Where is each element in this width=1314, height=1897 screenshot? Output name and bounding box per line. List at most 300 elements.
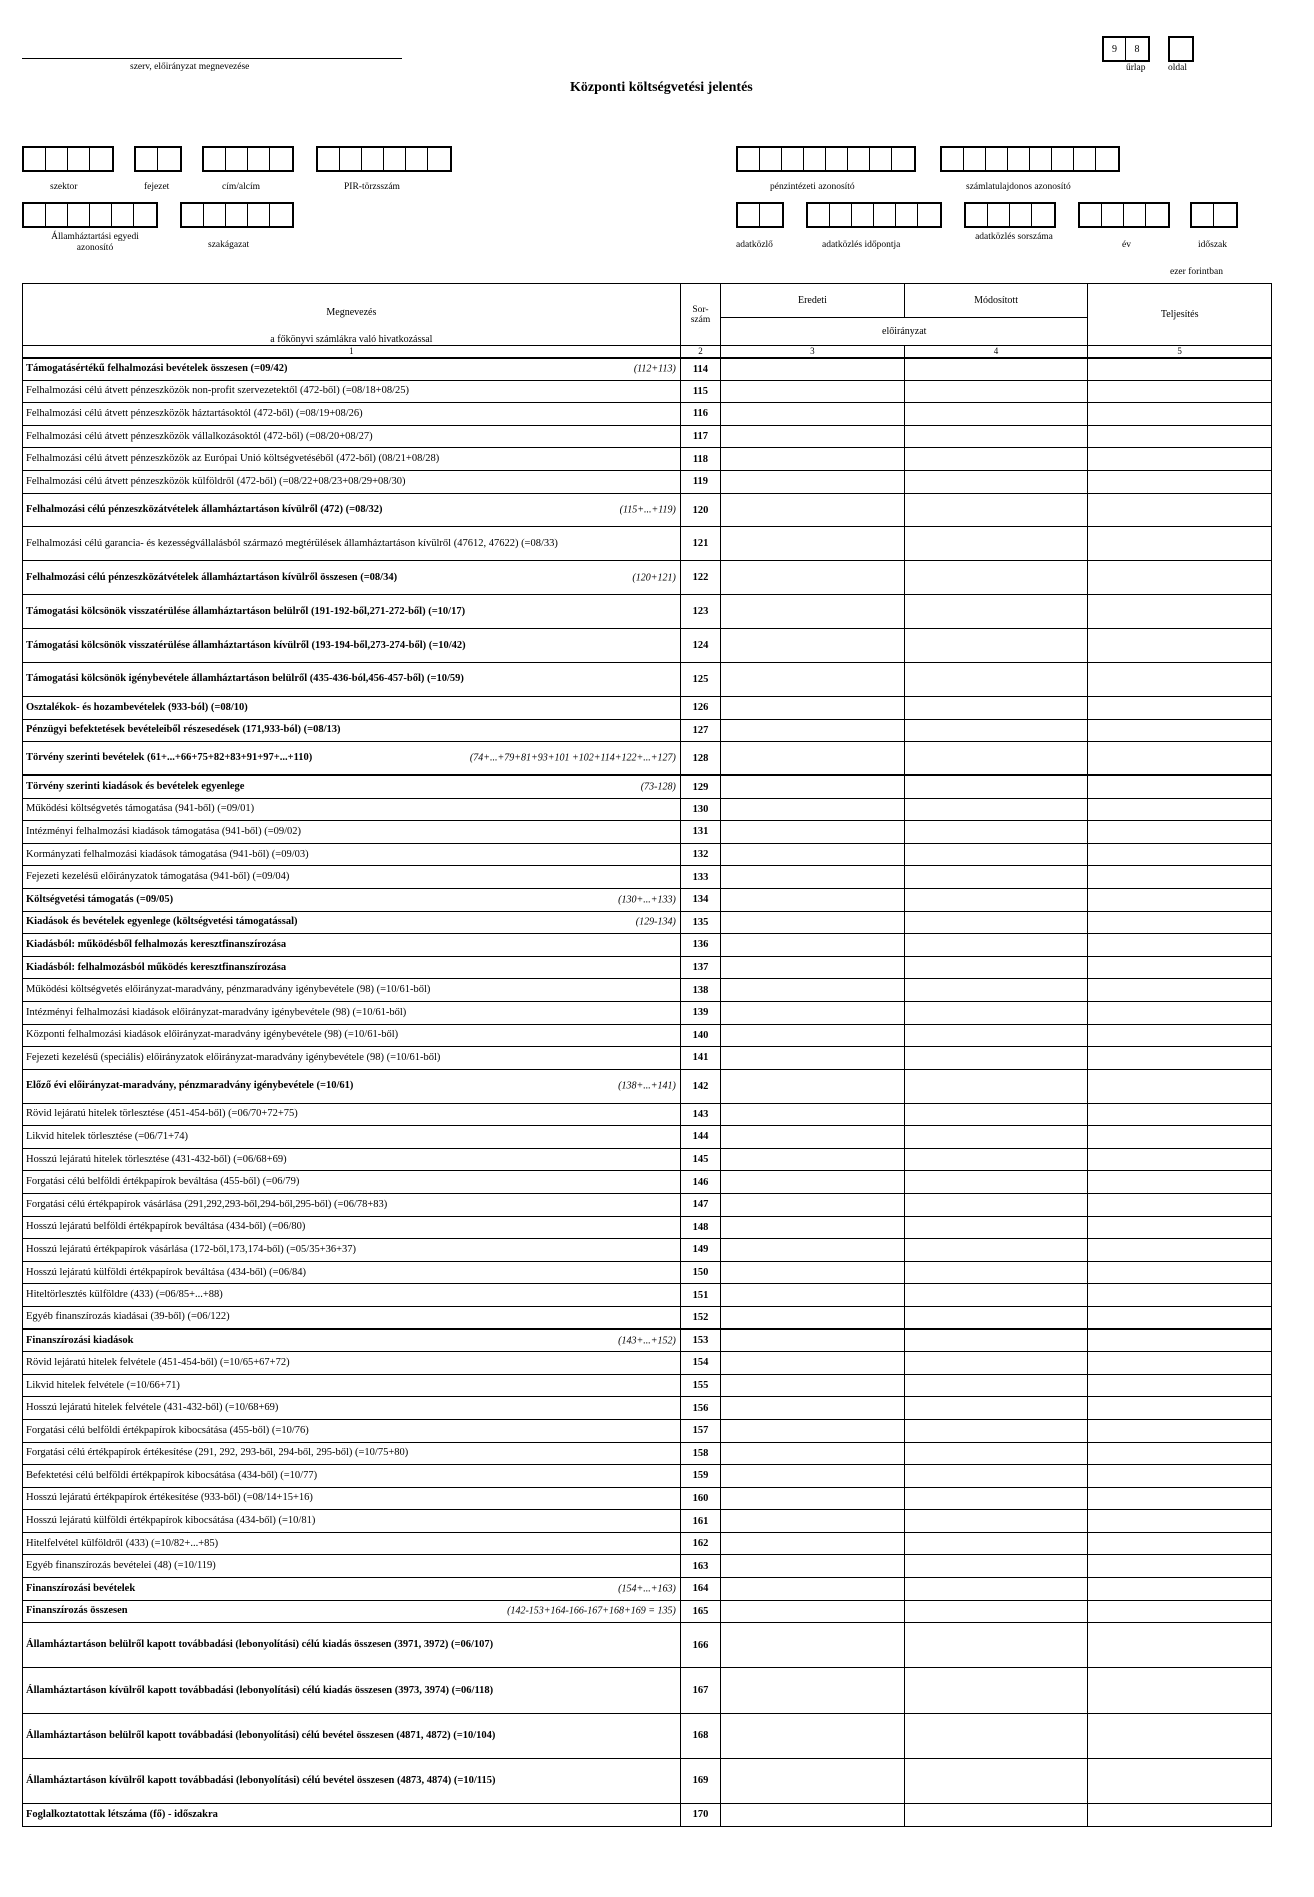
performance-value-cell[interactable]: [1088, 1442, 1272, 1465]
modified-value-cell[interactable]: [904, 663, 1088, 697]
performance-value-cell[interactable]: [1088, 1306, 1272, 1329]
original-value-cell[interactable]: [721, 821, 905, 844]
table-row: [23, 1193, 1272, 1216]
performance-value-cell[interactable]: [1088, 1216, 1272, 1239]
table-row: [23, 1352, 1272, 1375]
row-number: 126: [680, 696, 720, 719]
row-number: 136: [680, 934, 720, 957]
original-value-cell[interactable]: [721, 1465, 905, 1488]
original-value-cell[interactable]: [721, 1578, 905, 1601]
original-value-cell[interactable]: [721, 979, 905, 1002]
row-description: [23, 1713, 681, 1758]
original-value-cell[interactable]: [721, 595, 905, 629]
performance-value-cell[interactable]: [1088, 742, 1272, 776]
row-label: Támogatási kölcsönök igénybevétele államháztartáson belülről (435-436-ból,456-457-ből) (=10/59): [26, 673, 464, 685]
original-value-cell[interactable]: [721, 1069, 905, 1103]
modified-value-cell[interactable]: [904, 1193, 1088, 1216]
header-original: Eredeti: [721, 284, 905, 318]
row-number: 127: [680, 719, 720, 742]
row-label: Hosszú lejáratú külföldi értékpapírok beváltása (434-ből) (=06/84): [26, 1266, 307, 1278]
modified-value-cell[interactable]: [904, 380, 1088, 403]
original-value-cell[interactable]: [721, 1532, 905, 1555]
row-label: Felhalmozási célú átvett pénzeszközök külföldről (472-ből) (=08/22+08/23+08/29+08/30): [26, 475, 406, 487]
modified-value-cell[interactable]: [904, 1069, 1088, 1103]
modified-value-cell[interactable]: [904, 1284, 1088, 1307]
original-value-cell[interactable]: [721, 1148, 905, 1171]
row-label: Felhalmozási célú átvett pénzeszközök háztartásoktól (472-ből) (=08/19+08/26): [26, 407, 363, 419]
modified-value-cell[interactable]: [904, 911, 1088, 934]
modified-value-cell[interactable]: [904, 358, 1088, 381]
original-value-cell[interactable]: [721, 470, 905, 493]
original-value-cell[interactable]: [721, 1103, 905, 1126]
performance-value-cell[interactable]: [1088, 956, 1272, 979]
original-value-cell[interactable]: [721, 1216, 905, 1239]
row-description: [23, 775, 681, 798]
modified-value-cell[interactable]: [904, 470, 1088, 493]
performance-value-cell[interactable]: [1088, 1329, 1272, 1352]
row-number: 116: [680, 403, 720, 426]
row-label: Likvid hitelek felvétele (=10/66+71): [26, 1379, 180, 1391]
row-description: [23, 1374, 681, 1397]
title-label: cím/alcím: [222, 182, 260, 192]
performance-value-cell[interactable]: [1088, 866, 1272, 889]
row-description: [23, 1193, 681, 1216]
original-value-cell[interactable]: [721, 1713, 905, 1758]
table-row: [23, 1442, 1272, 1465]
performance-value-cell[interactable]: [1088, 527, 1272, 561]
account-id-boxes[interactable]: [940, 146, 1120, 172]
row-label: Hosszú lejáratú hitelek felvétele (431-432-ből) (=10/68+69): [26, 1402, 279, 1414]
modified-value-cell[interactable]: [904, 1047, 1088, 1070]
branch-boxes[interactable]: [180, 202, 294, 228]
row-label: Egyéb finanszírozás kiadásai (39-ből) (=06/122): [26, 1311, 230, 1323]
row-description: [23, 403, 681, 426]
row-description: [23, 1306, 681, 1329]
modified-value-cell[interactable]: [904, 775, 1088, 798]
performance-value-cell[interactable]: [1088, 719, 1272, 742]
modified-value-cell[interactable]: [904, 1668, 1088, 1713]
form-number-boxes[interactable]: [1102, 36, 1150, 62]
original-value-cell[interactable]: [721, 1329, 905, 1352]
row-label: Hosszú lejáratú értékpapírok vásárlása (172-ből,173,174-ből) (=05/35+36+37): [26, 1243, 357, 1255]
performance-value-cell[interactable]: [1088, 979, 1272, 1002]
performance-value-cell[interactable]: [1088, 821, 1272, 844]
original-value-cell[interactable]: [721, 1419, 905, 1442]
performance-value-cell[interactable]: [1088, 1804, 1272, 1827]
modified-value-cell[interactable]: [904, 1442, 1088, 1465]
performance-value-cell[interactable]: [1088, 358, 1272, 381]
row-description: [23, 1001, 681, 1024]
performance-value-cell[interactable]: [1088, 1148, 1272, 1171]
original-value-cell[interactable]: [721, 1804, 905, 1827]
row-description: [23, 1487, 681, 1510]
row-label: Osztalékok- és hozambevételek (933-ból) (=08/10): [26, 701, 248, 713]
modified-value-cell[interactable]: [904, 1758, 1088, 1803]
row-label: Kiadások és bevételek egyenlege (költségvetési támogatással): [26, 916, 298, 928]
modified-value-cell[interactable]: [904, 425, 1088, 448]
sector-boxes[interactable]: [22, 146, 114, 172]
modified-value-cell[interactable]: [904, 1103, 1088, 1126]
sector-label: szektor: [50, 182, 78, 192]
original-value-cell[interactable]: [721, 1397, 905, 1420]
row-label: Államháztartáson kívülről kapott továbbadási (lebonyolítási) célú bevétel összesen (4873, 4874) (=10/115): [26, 1774, 496, 1786]
original-value-cell[interactable]: [721, 1171, 905, 1194]
table-row: [23, 1126, 1272, 1149]
performance-value-cell[interactable]: [1088, 1510, 1272, 1533]
performance-value-cell[interactable]: [1088, 470, 1272, 493]
performance-value-cell[interactable]: [1088, 448, 1272, 471]
row-description: [23, 1510, 681, 1533]
original-value-cell[interactable]: [721, 448, 905, 471]
table-row: [23, 527, 1272, 561]
chapter-boxes[interactable]: [134, 146, 182, 172]
original-value-cell[interactable]: [721, 1668, 905, 1713]
row-number: 130: [680, 798, 720, 821]
original-value-cell[interactable]: [721, 1555, 905, 1578]
original-value-cell[interactable]: [721, 1024, 905, 1047]
row-label: Felhalmozási célú pénzeszközátvételek államháztartáson kívülről összesen (=08/34): [26, 571, 398, 583]
performance-value-cell[interactable]: [1088, 843, 1272, 866]
table-row: [23, 1239, 1272, 1262]
row-number: 143: [680, 1103, 720, 1126]
row-number: 135: [680, 911, 720, 934]
table-row: [23, 979, 1272, 1002]
row-number: 156: [680, 1397, 720, 1420]
modified-value-cell[interactable]: [904, 1555, 1088, 1578]
row-number: 148: [680, 1216, 720, 1239]
original-value-cell[interactable]: [721, 527, 905, 561]
org-name-line[interactable]: [22, 58, 402, 59]
period-boxes[interactable]: [1190, 202, 1238, 228]
header-name-sub: a főkönyvi számlákra való hivatkozással: [23, 318, 681, 346]
row-label: Befektetési célú belföldi értékpapírok kibocsátása (434-ből) (=10/77): [26, 1469, 318, 1481]
row-description: [23, 911, 681, 934]
performance-value-cell[interactable]: [1088, 629, 1272, 663]
row-number: 144: [680, 1126, 720, 1149]
branch-label: szakágazat: [208, 240, 250, 250]
modified-value-cell[interactable]: [904, 866, 1088, 889]
modified-value-cell[interactable]: [904, 1329, 1088, 1352]
original-value-cell[interactable]: [721, 358, 905, 381]
performance-value-cell[interactable]: [1088, 595, 1272, 629]
modified-value-cell[interactable]: [904, 1465, 1088, 1488]
modified-value-cell[interactable]: [904, 1239, 1088, 1262]
row-number: 163: [680, 1555, 720, 1578]
original-value-cell[interactable]: [721, 425, 905, 448]
bank-id-boxes[interactable]: [736, 146, 916, 172]
row-label: Előző évi előirányzat-maradvány, pénzmaradvány igénybevétele (=10/61): [26, 1080, 354, 1092]
org-name-caption: szerv, előirányzat megnevezése: [130, 62, 250, 72]
modified-value-cell[interactable]: [904, 1419, 1088, 1442]
row-number: 167: [680, 1668, 720, 1713]
original-value-cell[interactable]: [721, 1600, 905, 1623]
modified-value-cell[interactable]: [904, 493, 1088, 527]
original-value-cell[interactable]: [721, 1758, 905, 1803]
row-number: 114: [680, 358, 720, 381]
modified-value-cell[interactable]: [904, 1352, 1088, 1375]
performance-value-cell[interactable]: [1088, 775, 1272, 798]
row-description: [23, 719, 681, 742]
date-boxes[interactable]: [806, 202, 942, 228]
row-label: Rövid lejáratú hitelek törlesztése (451-454-ből) (=06/70+72+75): [26, 1108, 298, 1120]
header-row-number: Sor-szám: [680, 284, 720, 346]
original-value-cell[interactable]: [721, 1193, 905, 1216]
row-number: 122: [680, 561, 720, 595]
table-row: [23, 403, 1272, 426]
row-number: 146: [680, 1171, 720, 1194]
modified-value-cell[interactable]: [904, 629, 1088, 663]
modified-value-cell[interactable]: [904, 934, 1088, 957]
original-value-cell[interactable]: [721, 380, 905, 403]
row-description: [23, 1047, 681, 1070]
row-number: 133: [680, 866, 720, 889]
modified-value-cell[interactable]: [904, 1148, 1088, 1171]
original-value-cell[interactable]: [721, 1306, 905, 1329]
performance-value-cell[interactable]: [1088, 1047, 1272, 1070]
original-value-cell[interactable]: [721, 1487, 905, 1510]
row-description: [23, 1532, 681, 1555]
pir-boxes[interactable]: [316, 146, 452, 172]
row-label: Pénzügyi befektetések bevételeiből részesedések (171,933-ból) (=08/13): [26, 724, 341, 736]
performance-value-cell[interactable]: [1088, 911, 1272, 934]
original-value-cell[interactable]: [721, 1352, 905, 1375]
original-value-cell[interactable]: [721, 911, 905, 934]
performance-value-cell[interactable]: [1088, 1758, 1272, 1803]
original-value-cell[interactable]: [721, 1284, 905, 1307]
provider-boxes[interactable]: [736, 202, 784, 228]
performance-value-cell[interactable]: [1088, 1532, 1272, 1555]
title-boxes[interactable]: [202, 146, 294, 172]
table-row: [23, 663, 1272, 697]
row-number: 117: [680, 425, 720, 448]
performance-value-cell[interactable]: [1088, 1374, 1272, 1397]
row-description: [23, 1578, 681, 1601]
modified-value-cell[interactable]: [904, 1374, 1088, 1397]
table-row: [23, 1103, 1272, 1126]
original-value-cell[interactable]: [721, 629, 905, 663]
row-description: [23, 1148, 681, 1171]
performance-value-cell[interactable]: [1088, 1600, 1272, 1623]
modified-value-cell[interactable]: [904, 979, 1088, 1002]
original-value-cell[interactable]: [721, 843, 905, 866]
row-label: Forgatási célú értékpapírok értékesítése (291, 292, 293-ből, 294-ből, 295-ből) (=10/75+80): [26, 1447, 409, 1459]
original-value-cell[interactable]: [721, 663, 905, 697]
table-row: [23, 1487, 1272, 1510]
modified-value-cell[interactable]: [904, 1216, 1088, 1239]
original-value-cell[interactable]: [721, 719, 905, 742]
modified-value-cell[interactable]: [904, 403, 1088, 426]
table-row: [23, 742, 1272, 776]
colnum-4: 4: [904, 346, 1088, 358]
table-row: [23, 595, 1272, 629]
modified-value-cell[interactable]: [904, 888, 1088, 911]
page-number-box[interactable]: [1168, 36, 1194, 62]
performance-value-cell[interactable]: [1088, 1578, 1272, 1601]
modified-value-cell[interactable]: [904, 719, 1088, 742]
performance-value-cell[interactable]: [1088, 1103, 1272, 1126]
performance-value-cell[interactable]: [1088, 1024, 1272, 1047]
row-number: 124: [680, 629, 720, 663]
modified-value-cell[interactable]: [904, 1578, 1088, 1601]
performance-value-cell[interactable]: [1088, 798, 1272, 821]
year-label: év: [1122, 240, 1131, 250]
row-label: Intézményi felhalmozási kiadások előirányzat-maradvány igénybevétele (98) (=10/61-ből): [26, 1006, 407, 1018]
original-value-cell[interactable]: [721, 742, 905, 776]
original-value-cell[interactable]: [721, 1442, 905, 1465]
row-description: [23, 1419, 681, 1442]
modified-value-cell[interactable]: [904, 1001, 1088, 1024]
modified-value-cell[interactable]: [904, 595, 1088, 629]
row-number: 168: [680, 1713, 720, 1758]
table-row: [23, 1758, 1272, 1803]
row-number: 153: [680, 1329, 720, 1352]
original-value-cell[interactable]: [721, 1261, 905, 1284]
modified-value-cell[interactable]: [904, 843, 1088, 866]
performance-value-cell[interactable]: [1088, 1487, 1272, 1510]
header-modified: Módosított: [904, 284, 1088, 318]
original-value-cell[interactable]: [721, 1374, 905, 1397]
performance-value-cell[interactable]: [1088, 1239, 1272, 1262]
modified-value-cell[interactable]: [904, 1306, 1088, 1329]
original-value-cell[interactable]: [721, 1001, 905, 1024]
header-name: Megnevezés: [23, 284, 681, 318]
table-row: [23, 956, 1272, 979]
row-number: 118: [680, 448, 720, 471]
row-number: 161: [680, 1510, 720, 1533]
row-label: Forgatási célú belföldi értékpapírok beváltása (455-ből) (=06/79): [26, 1176, 300, 1188]
modified-value-cell[interactable]: [904, 798, 1088, 821]
year-boxes[interactable]: [1078, 202, 1170, 228]
performance-value-cell[interactable]: [1088, 1713, 1272, 1758]
table-row: [23, 1668, 1272, 1713]
ahtt-boxes[interactable]: [22, 202, 158, 228]
row-label: Hiteltörlesztés külföldre (433) (=06/85+...+88): [26, 1289, 223, 1301]
serial-boxes[interactable]: [964, 202, 1056, 228]
performance-value-cell[interactable]: [1088, 1668, 1272, 1713]
modified-value-cell[interactable]: [904, 1510, 1088, 1533]
performance-value-cell[interactable]: [1088, 663, 1272, 697]
table-row: [23, 1578, 1272, 1601]
date-label: adatközlés időpontja: [822, 240, 901, 250]
modified-value-cell[interactable]: [904, 1261, 1088, 1284]
row-description: [23, 866, 681, 889]
row-number: 125: [680, 663, 720, 697]
modified-value-cell[interactable]: [904, 1713, 1088, 1758]
modified-value-cell[interactable]: [904, 1600, 1088, 1623]
original-value-cell[interactable]: [721, 934, 905, 957]
performance-value-cell[interactable]: [1088, 934, 1272, 957]
performance-value-cell[interactable]: [1088, 1397, 1272, 1420]
original-value-cell[interactable]: [721, 561, 905, 595]
performance-value-cell[interactable]: [1088, 1001, 1272, 1024]
table-row: [23, 1600, 1272, 1623]
row-description: [23, 798, 681, 821]
row-number: 115: [680, 380, 720, 403]
original-value-cell[interactable]: [721, 493, 905, 527]
report-table: [22, 283, 1272, 1827]
table-row: [23, 425, 1272, 448]
row-number: 119: [680, 470, 720, 493]
performance-value-cell[interactable]: [1088, 561, 1272, 595]
modified-value-cell[interactable]: [904, 448, 1088, 471]
modified-value-cell[interactable]: [904, 1126, 1088, 1149]
row-number: 131: [680, 821, 720, 844]
performance-value-cell[interactable]: [1088, 1284, 1272, 1307]
page-digit: [1170, 38, 1192, 60]
modified-value-cell[interactable]: [904, 1487, 1088, 1510]
header-appropriation: előirányzat: [721, 318, 1088, 346]
row-label: Forgatási célú értékpapírok vásárlása (291,292,293-ből,294-ből,295-ből) (=06/78+83): [26, 1198, 388, 1210]
performance-value-cell[interactable]: [1088, 1261, 1272, 1284]
performance-value-cell[interactable]: [1088, 1069, 1272, 1103]
original-value-cell[interactable]: [721, 1510, 905, 1533]
modified-value-cell[interactable]: [904, 1532, 1088, 1555]
row-number: 170: [680, 1804, 720, 1827]
row-number: 152: [680, 1306, 720, 1329]
modified-value-cell[interactable]: [904, 1804, 1088, 1827]
performance-value-cell[interactable]: [1088, 696, 1272, 719]
performance-value-cell[interactable]: [1088, 403, 1272, 426]
row-description: [23, 1126, 681, 1149]
modified-value-cell[interactable]: [904, 696, 1088, 719]
modified-value-cell[interactable]: [904, 1171, 1088, 1194]
modified-value-cell[interactable]: [904, 821, 1088, 844]
performance-value-cell[interactable]: [1088, 1465, 1272, 1488]
modified-value-cell[interactable]: [904, 561, 1088, 595]
original-value-cell[interactable]: [721, 775, 905, 798]
original-value-cell[interactable]: [721, 866, 905, 889]
original-value-cell[interactable]: [721, 1239, 905, 1262]
row-description: [23, 1103, 681, 1126]
row-description: [23, 1555, 681, 1578]
modified-value-cell[interactable]: [904, 1397, 1088, 1420]
performance-value-cell[interactable]: [1088, 493, 1272, 527]
row-description: [23, 1668, 681, 1713]
row-description: [23, 1024, 681, 1047]
performance-value-cell[interactable]: [1088, 1171, 1272, 1194]
original-value-cell[interactable]: [721, 1126, 905, 1149]
original-value-cell[interactable]: [721, 956, 905, 979]
performance-value-cell[interactable]: [1088, 1419, 1272, 1442]
modified-value-cell[interactable]: [904, 527, 1088, 561]
performance-value-cell[interactable]: [1088, 425, 1272, 448]
original-value-cell[interactable]: [721, 403, 905, 426]
performance-value-cell[interactable]: [1088, 1193, 1272, 1216]
performance-value-cell[interactable]: [1088, 1623, 1272, 1668]
original-value-cell[interactable]: [721, 1047, 905, 1070]
row-formula: (74+...+79+81+93+101 +102+114+122+...+127): [469, 752, 676, 764]
performance-value-cell[interactable]: [1088, 1555, 1272, 1578]
performance-value-cell[interactable]: [1088, 380, 1272, 403]
performance-value-cell[interactable]: [1088, 1126, 1272, 1149]
row-number: 166: [680, 1623, 720, 1668]
modified-value-cell[interactable]: [904, 956, 1088, 979]
row-number: 165: [680, 1600, 720, 1623]
original-value-cell[interactable]: [721, 1623, 905, 1668]
performance-value-cell[interactable]: [1088, 1352, 1272, 1375]
original-value-cell[interactable]: [721, 696, 905, 719]
performance-value-cell[interactable]: [1088, 888, 1272, 911]
original-value-cell[interactable]: [721, 798, 905, 821]
row-number: 151: [680, 1284, 720, 1307]
original-value-cell[interactable]: [721, 888, 905, 911]
row-formula: (154+...+163): [618, 1583, 676, 1595]
modified-value-cell[interactable]: [904, 1623, 1088, 1668]
row-label: Kiadásból: működésből felhalmozás keresztfinanszírozása: [26, 938, 287, 950]
modified-value-cell[interactable]: [904, 1024, 1088, 1047]
modified-value-cell[interactable]: [904, 742, 1088, 776]
pir-label: PIR-törzsszám: [344, 182, 400, 192]
